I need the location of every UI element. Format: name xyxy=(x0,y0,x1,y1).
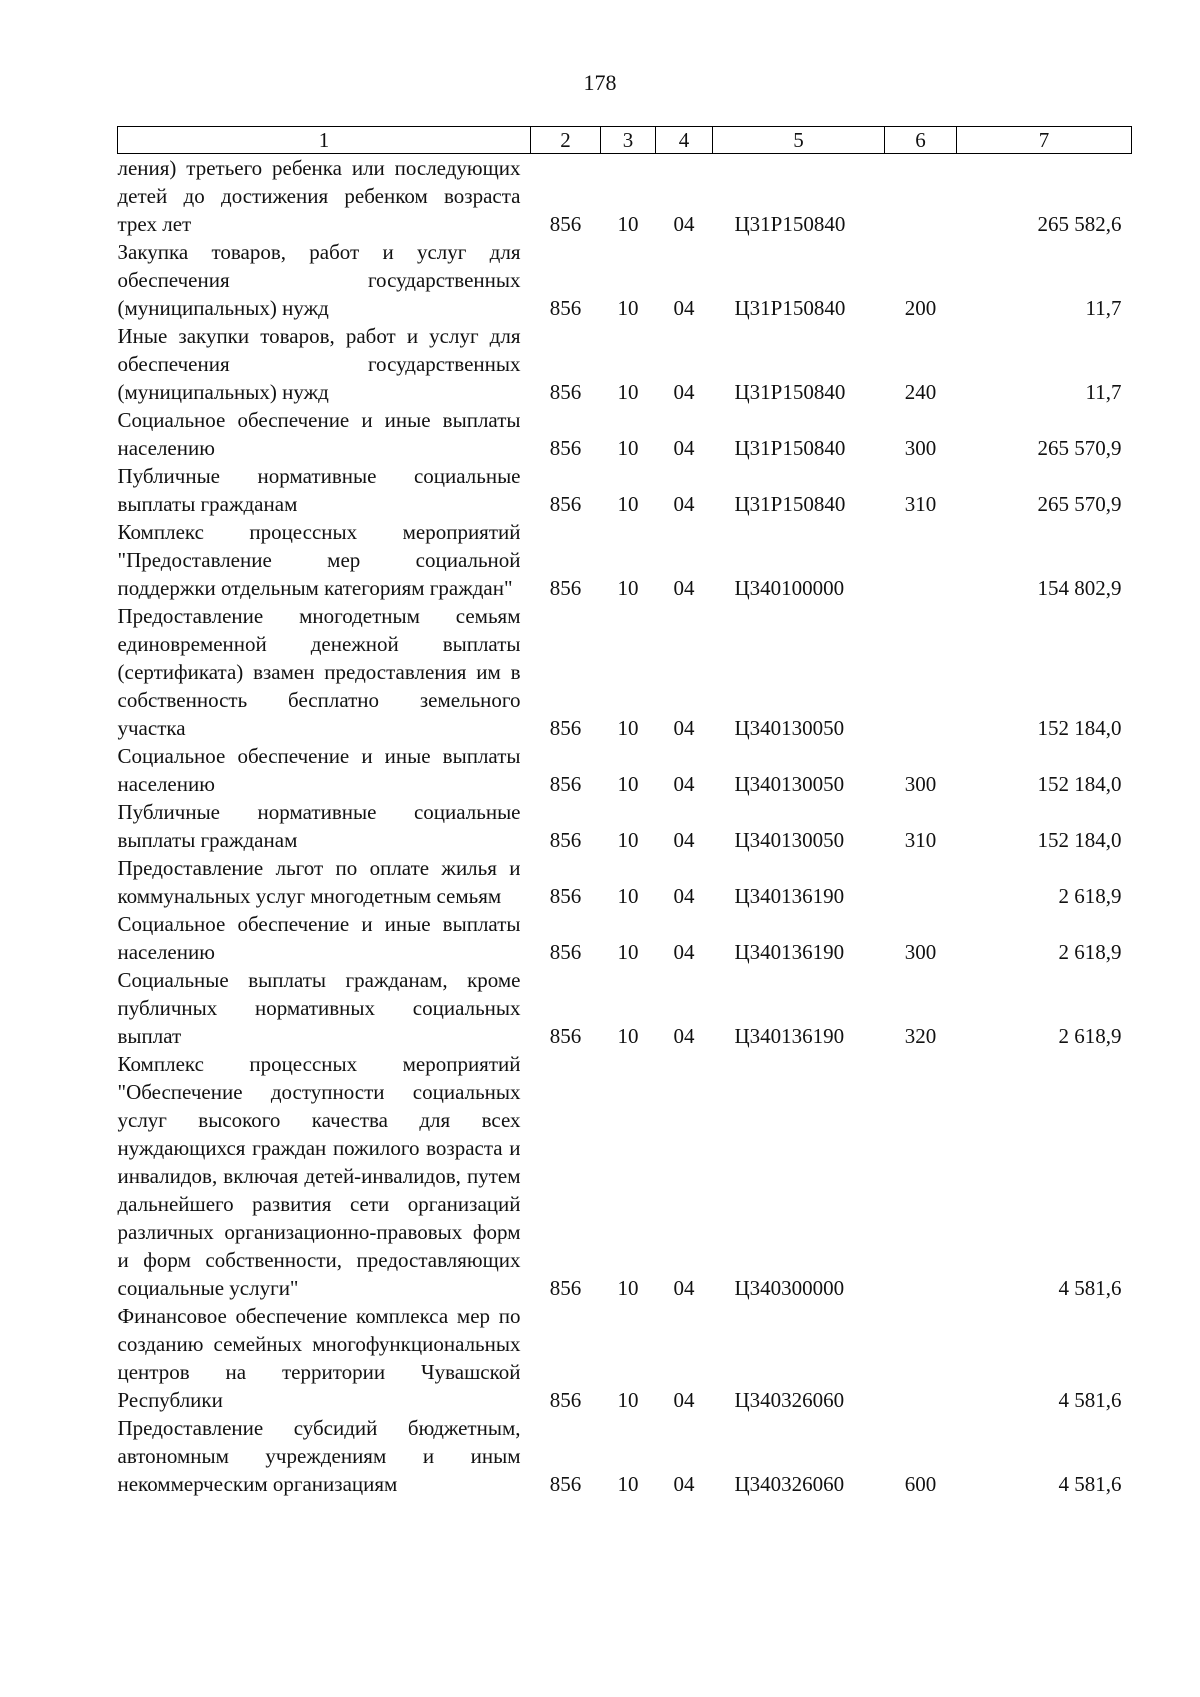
row-amount: 152 184,0 xyxy=(1037,772,1122,796)
header-col-5: 5 xyxy=(713,127,885,154)
row-col-6: 310 xyxy=(904,828,937,852)
row-amount: 152 184,0 xyxy=(1037,828,1122,852)
row-description: Финансовое обеспечение комплекса мер по созданию семейных многофункциональных центров на территории Чувашской Республики xyxy=(117,1304,521,1412)
row-amount: 11,7 xyxy=(1085,296,1122,320)
table-row xyxy=(118,1302,1132,1414)
row-col-6: 200 xyxy=(904,296,937,320)
table-row xyxy=(118,518,1132,602)
row-col-6 xyxy=(885,1050,957,1302)
row-col-2: 856 xyxy=(549,576,582,600)
row-code: Ц340130050 xyxy=(734,772,845,796)
row-description: Социальные выплаты гражданам, кроме публичных нормативных социальных выплат xyxy=(117,968,521,1048)
row-description: Иные закупки товаров, работ и услуг для обеспечения государственных (муниципальных) нужд xyxy=(117,324,521,404)
row-amount: 154 802,9 xyxy=(1037,576,1122,600)
row-col-2: 856 xyxy=(549,380,582,404)
row-code: Ц340136190 xyxy=(734,1024,845,1048)
row-col-6: 600 xyxy=(904,1472,937,1496)
table-row xyxy=(118,798,1132,854)
row-description: ления) третьего ребенка или последующих детей до достижения ребенком возраста трех лет xyxy=(117,156,521,236)
row-col-6: 320 xyxy=(904,1024,937,1048)
table-row xyxy=(118,1414,1132,1498)
row-col-2: 856 xyxy=(549,772,582,796)
table-body xyxy=(118,154,1132,1499)
row-code: Ц340326060 xyxy=(734,1472,845,1496)
row-amount: 2 618,9 xyxy=(1058,940,1122,964)
row-col-4: 04 xyxy=(673,296,695,320)
table-row xyxy=(118,406,1132,462)
row-description: Социальное обеспечение и иные выплаты населению xyxy=(117,744,521,796)
row-col-2: 856 xyxy=(549,716,582,740)
header-col-4: 4 xyxy=(656,127,713,154)
row-col-6: 300 xyxy=(904,772,937,796)
row-code: Ц340130050 xyxy=(734,828,845,852)
row-col-4: 04 xyxy=(673,1388,695,1412)
row-col-6: 300 xyxy=(904,436,937,460)
row-code: Ц340300000 xyxy=(734,1276,845,1300)
row-col-2: 856 xyxy=(549,884,582,908)
budget-table xyxy=(117,126,1132,1498)
row-amount: 4 581,6 xyxy=(1058,1388,1122,1412)
header-col-3: 3 xyxy=(601,127,656,154)
table-row xyxy=(118,462,1132,518)
row-col-4: 04 xyxy=(673,380,695,404)
row-amount: 2 618,9 xyxy=(1058,1024,1122,1048)
row-description: Комплекс процессных мероприятий "Обеспечение доступности социальных услуг высокого качества для всех нуждающихся граждан пожилого возраста и инвалидов, включая детей-инвалидов, путем дальнейшего развития сети организаций различных организационно-правовых форм и форм собственности, предоставляющих социальные услуги" xyxy=(117,1052,521,1300)
row-col-3: 10 xyxy=(617,492,639,516)
row-code: Ц340100000 xyxy=(734,576,845,600)
row-code: Ц31Р150840 xyxy=(734,492,846,516)
table-row xyxy=(118,910,1132,966)
header-row xyxy=(118,127,1132,154)
row-col-2: 856 xyxy=(549,1024,582,1048)
row-amount: 265 582,6 xyxy=(1037,212,1122,236)
row-col-3: 10 xyxy=(617,436,639,460)
row-col-3: 10 xyxy=(617,828,639,852)
row-col-3: 10 xyxy=(617,576,639,600)
row-col-4: 04 xyxy=(673,436,695,460)
row-code: Ц31Р150840 xyxy=(734,296,846,320)
row-amount: 4 581,6 xyxy=(1058,1472,1122,1496)
row-col-2: 856 xyxy=(549,1472,582,1496)
row-description: Социальное обеспечение и иные выплаты населению xyxy=(117,912,521,964)
row-col-3: 10 xyxy=(617,716,639,740)
row-description: Социальное обеспечение и иные выплаты населению xyxy=(117,408,521,460)
row-col-2: 856 xyxy=(549,296,582,320)
row-col-3: 10 xyxy=(617,296,639,320)
row-amount: 11,7 xyxy=(1085,380,1122,404)
row-col-3: 10 xyxy=(617,1276,639,1300)
page-number: 178 xyxy=(583,70,617,95)
row-col-2: 856 xyxy=(549,212,582,236)
row-col-2: 856 xyxy=(549,436,582,460)
row-col-6 xyxy=(885,854,957,910)
header-col-2: 2 xyxy=(531,127,601,154)
row-col-3: 10 xyxy=(617,1472,639,1496)
row-code: Ц340136190 xyxy=(734,940,845,964)
row-col-6 xyxy=(885,518,957,602)
row-code: Ц340136190 xyxy=(734,884,845,908)
table-row xyxy=(118,854,1132,910)
row-col-4: 04 xyxy=(673,884,695,908)
row-code: Ц31Р150840 xyxy=(734,436,846,460)
row-col-4: 04 xyxy=(673,940,695,964)
row-col-4: 04 xyxy=(673,1276,695,1300)
table-row xyxy=(118,742,1132,798)
row-col-6 xyxy=(885,154,957,239)
row-col-2: 856 xyxy=(549,492,582,516)
row-col-6: 240 xyxy=(904,380,937,404)
row-col-3: 10 xyxy=(617,884,639,908)
row-col-3: 10 xyxy=(617,940,639,964)
table-row xyxy=(118,154,1132,239)
row-amount: 265 570,9 xyxy=(1037,492,1122,516)
row-amount: 2 618,9 xyxy=(1058,884,1122,908)
row-col-6: 300 xyxy=(904,940,937,964)
row-description: Публичные нормативные социальные выплаты гражданам xyxy=(117,464,521,516)
row-col-4: 04 xyxy=(673,772,695,796)
row-col-3: 10 xyxy=(617,1024,639,1048)
row-col-4: 04 xyxy=(673,1472,695,1496)
row-col-4: 04 xyxy=(673,576,695,600)
row-col-6 xyxy=(885,1302,957,1414)
row-amount: 152 184,0 xyxy=(1037,716,1122,740)
header-col-7: 7 xyxy=(957,127,1132,154)
table-header xyxy=(118,127,1132,154)
row-code: Ц340130050 xyxy=(734,716,845,740)
row-col-3: 10 xyxy=(617,212,639,236)
row-col-4: 04 xyxy=(673,1024,695,1048)
row-description: Предоставление субсидий бюджетным, автономным учреждениям и иным некоммерческим организациям xyxy=(117,1416,521,1496)
row-col-2: 856 xyxy=(549,1388,582,1412)
row-col-2: 856 xyxy=(549,940,582,964)
row-col-6 xyxy=(885,602,957,742)
row-code: Ц31Р150840 xyxy=(734,380,846,404)
row-description: Комплекс процессных мероприятий "Предоставление мер социальной поддержки отдельным категориям граждан" xyxy=(117,520,521,600)
row-col-3: 10 xyxy=(617,1388,639,1412)
row-col-4: 04 xyxy=(673,716,695,740)
row-col-3: 10 xyxy=(617,772,639,796)
table-row xyxy=(118,238,1132,322)
row-col-6: 310 xyxy=(904,492,937,516)
table-row xyxy=(118,1050,1132,1302)
row-col-4: 04 xyxy=(673,828,695,852)
row-code: Ц31Р150840 xyxy=(734,212,846,236)
row-description: Закупка товаров, работ и услуг для обеспечения государственных (муниципальных) нужд xyxy=(117,240,521,320)
row-amount: 265 570,9 xyxy=(1037,436,1122,460)
table-row xyxy=(118,602,1132,742)
row-col-2: 856 xyxy=(549,1276,582,1300)
row-description: Предоставление многодетным семьям единовременной денежной выплаты (сертификата) взамен предоставления им в собственность бесплатно земельного участка xyxy=(117,604,521,740)
row-amount: 4 581,6 xyxy=(1058,1276,1122,1300)
table-row xyxy=(118,322,1132,406)
row-description: Публичные нормативные социальные выплаты гражданам xyxy=(117,800,521,852)
table-row xyxy=(118,966,1132,1050)
header-col-1: 1 xyxy=(118,127,531,154)
row-col-4: 04 xyxy=(673,212,695,236)
row-col-2: 856 xyxy=(549,828,582,852)
header-col-6: 6 xyxy=(885,127,957,154)
row-description: Предоставление льгот по оплате жилья и коммунальных услуг многодетным семьям xyxy=(117,856,521,908)
row-col-4: 04 xyxy=(673,492,695,516)
row-code: Ц340326060 xyxy=(734,1388,845,1412)
row-col-3: 10 xyxy=(617,380,639,404)
